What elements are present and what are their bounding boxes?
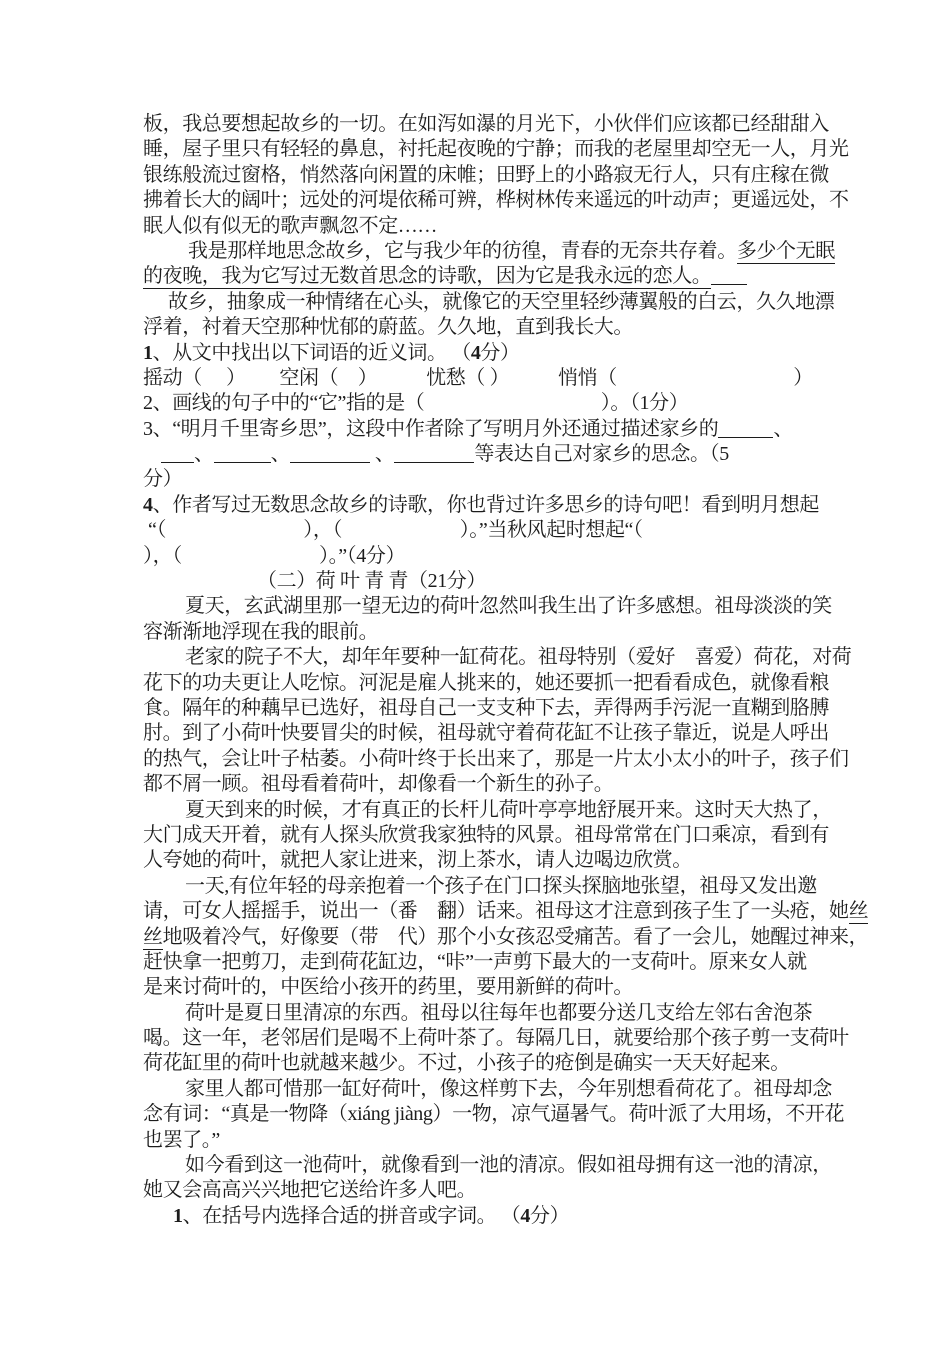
text-segment: 3、“明月千里寄乡思”，这段中作者除了写明月外还通过描述家乡的 — [143, 417, 719, 440]
text-line — [143, 391, 839, 416]
text-segment: 银练般流过窗格，悄然落向闲置的床帷；田野上的小路寂无行人，只有庄稼在微 — [143, 163, 829, 186]
text-segment: 4 — [143, 493, 153, 516]
text-line — [143, 1128, 839, 1153]
text-segment: 、 — [773, 417, 793, 440]
text-segment: 分） — [143, 468, 183, 491]
text-line — [143, 1204, 839, 1229]
text-segment: 荷花缸里的荷叶也就越来越少。不过，小孩子的疮倒是确实一天天好起来。 — [143, 1052, 790, 1075]
text-segment: 1 — [143, 341, 153, 364]
text-segment: 赶快拿一把剪刀，走到荷花缸边，“咔”一声剪下最大的一支荷叶。原来女人就 — [143, 950, 807, 973]
text-line — [143, 493, 839, 518]
text-segment: 大门成天开着，就有人探头欣赏我家独特的风景。祖母常常在门口乘凉，看到有 — [143, 823, 829, 846]
text-line — [143, 163, 839, 188]
text-line — [143, 721, 839, 746]
text-segment: 2、画线的句子中的“它”指的是（ ）。（1分） — [143, 392, 689, 415]
text-segment: 荷叶是夏日里清凉的东西。祖母以往每年也都要分送几支给左邻右舍泡茶 — [185, 1001, 813, 1024]
text-segment: 食。隔年的种藕早已选好，祖母自己一支支种下去，弄得两手污泥一直糊到胳膊 — [143, 696, 829, 719]
text-line — [143, 950, 839, 975]
answer-blank — [290, 447, 370, 463]
text-line — [143, 518, 839, 543]
text-segment: 4 — [470, 341, 481, 364]
text-line — [143, 214, 839, 239]
text-segment: 喝。这一年，老邻居们是喝不上荷叶茶了。每隔几日，就要给那个孩子剪一支荷叶 — [143, 1027, 849, 1050]
text-line — [143, 264, 839, 289]
text-segment: 拂着长大的阔叶；远处的河堤依稀可辨，桦树林传来遥远的叶动声；更遥远处，不 — [143, 189, 849, 212]
text-segment: 她又会高高兴兴地把它送给许多人吧。 — [143, 1179, 477, 1202]
text-segment: 地吸着冷气，好像要（带 代）那个小女孩忍受痛苦。看了一会儿，她醒过神来， — [162, 925, 869, 948]
text-segment: 家里人都可惜那一缸好荷叶，像这样剪下去，今年别想看荷花了。祖母却念 — [185, 1077, 832, 1100]
text-line — [143, 671, 839, 696]
text-segment: 睡，屋子里只有轻轻的鼻息，衬托起夜晚的宁静；而我的老屋里却空无一人，月光 — [143, 138, 849, 161]
text-segment: 肘。到了小荷叶快要冒尖的时候，祖母就守着荷花缸不让孩子靠近，说是人呼出 — [143, 722, 829, 745]
text-segment: “（ ），（ ）。”当秋风起时想起“（ — [148, 519, 643, 542]
text-line — [143, 594, 839, 619]
text-segment: 等表达自己对家乡的思念。（5 — [474, 443, 729, 466]
text-segment: 花下的功夫更让人吃惊。河泥是雇人挑来的，她还要抓一把看看成色，就像看粮 — [143, 671, 829, 694]
text-line — [143, 1077, 839, 1102]
text-segment: 浮着，衬着天空那种忧郁的蔚蓝。久久地，直到我长大。 — [143, 316, 633, 339]
text-line — [143, 569, 839, 594]
text-segment: 1 — [173, 1204, 183, 1227]
text-line — [143, 1153, 839, 1178]
answer-blank — [394, 447, 474, 463]
text-line — [143, 112, 839, 137]
text-line — [143, 442, 839, 467]
text-segment: 念有词：“真是一物降（xiáng jiàng）一物，凉气逼暑气。荷叶派了大用场，不开花 — [143, 1103, 845, 1126]
text-line — [143, 823, 839, 848]
text-segment: 容渐渐地浮现在我的眼前。 — [143, 620, 379, 643]
text-segment: 也罢了。” — [143, 1128, 220, 1151]
text-line — [143, 1026, 849, 1051]
text-line — [143, 137, 849, 162]
text-line — [143, 544, 839, 569]
text-segment: 人夸她的荷叶，就把人家让进来，沏上茶水，请人边喝边欣赏。 — [143, 849, 692, 872]
text-segment: ），（ ）。”（4分） — [143, 544, 406, 567]
underlined-text: 丝 — [848, 900, 869, 923]
text-segment: 、 — [194, 443, 214, 466]
text-segment: 我是那样地思念故乡，它与我少年的彷徨，青春的无奈共存着。 — [188, 239, 737, 262]
text-segment: 故乡，抽象成一种情绪在心头，就像它的天空里轻纱薄翼般的白云，久久地漂 — [168, 290, 835, 313]
underlined-text: 的夜晚，我为它写过无数首思念的诗歌，因为它是我永远的恋人。 — [143, 265, 712, 288]
answer-blank — [214, 447, 271, 463]
text-segment: 分） — [480, 341, 520, 364]
text-line — [143, 620, 839, 645]
text-line — [143, 1001, 839, 1026]
text-segment: 老家的院子不大，却年年要种一缸荷花。祖母特别（爱好 喜爱）荷花，对荷 — [185, 646, 852, 669]
text-segment: 眠人似有似无的歌声飘忽不定…… — [143, 214, 437, 237]
text-segment: 、 — [270, 443, 291, 466]
text-segment: 一天,有位年轻的母亲抱着一个孩子在门口探头探脑地张望，祖母又发出邀 — [185, 874, 817, 897]
text-line — [143, 315, 839, 340]
text-line — [143, 645, 852, 670]
text-line — [143, 696, 839, 721]
text-line — [143, 899, 869, 924]
underlined-text: 多少个无眠 — [736, 239, 835, 262]
text-segment: 都不屑一顾。祖母看着荷叶，却像看一个新生的孙子。 — [143, 773, 614, 796]
text-line — [143, 975, 839, 1000]
text-line — [143, 772, 839, 797]
text-segment: 夏天，玄武湖里那一望无边的荷叶忽然叫我生出了许多感想。祖母淡淡的笑 — [185, 595, 832, 618]
text-segment: 请，可女人摇摇手，说出一（番 翻）话来。祖母这才注意到孩子生了一头疮，她 — [143, 900, 849, 923]
text-segment: 4 — [520, 1204, 531, 1227]
text-line — [143, 1051, 839, 1076]
text-segment: 板，我总要想起故乡的一切。在如泻如瀑的月光下，小伙伴们应该都已经甜甜入 — [143, 113, 829, 135]
text-line — [143, 290, 839, 315]
text-segment: 夏天到来的时候，才有真正的长杆儿荷叶亭亭地舒展开来。这时天大热了， — [185, 798, 832, 821]
text-line — [143, 1102, 845, 1127]
text-segment: （二）荷 叶 青 青（21分） — [257, 570, 486, 593]
text-line — [143, 467, 839, 492]
text-segment: 、在括号内选择合适的拼音或字词。 （ — [182, 1204, 521, 1227]
text-segment: 是来讨荷叶的，中医给小孩开的药里，要用新鲜的荷叶。 — [143, 976, 633, 999]
answer-blank — [711, 269, 747, 285]
text-line — [143, 874, 839, 899]
text-segment: 、作者写过无数思念故乡的诗歌，你也背过许多思乡的诗句吧！看到明月想起 — [152, 493, 820, 516]
document-page — [143, 112, 869, 1229]
text-segment: 摇动（ ） 空闲（ ） 忧愁（ ） 悄悄（ ） — [143, 366, 813, 389]
underlined-text: 丝 — [143, 925, 163, 948]
text-line — [143, 747, 849, 772]
answer-blank — [718, 422, 773, 438]
text-segment: 如今看到这一池荷叶，就像看到一池的清凉。假如祖母拥有这一池的清凉， — [185, 1154, 832, 1177]
text-line — [143, 925, 869, 950]
text-line — [143, 239, 839, 264]
text-line — [143, 417, 839, 442]
text-line — [143, 188, 849, 213]
text-segment: 分） — [530, 1204, 570, 1227]
text-segment: 、 — [370, 443, 395, 466]
text-line — [143, 341, 839, 366]
text-line — [143, 798, 839, 823]
text-line — [143, 366, 839, 391]
text-segment: 的热气，会让叶子枯萎。小荷叶终于长出来了，那是一片太小太小的叶子，孩子们 — [143, 747, 849, 770]
answer-blank — [161, 447, 194, 463]
text-line — [143, 848, 839, 873]
text-line — [143, 1178, 839, 1203]
text-segment: 、从文中找出以下词语的近义词。 （ — [152, 341, 471, 364]
